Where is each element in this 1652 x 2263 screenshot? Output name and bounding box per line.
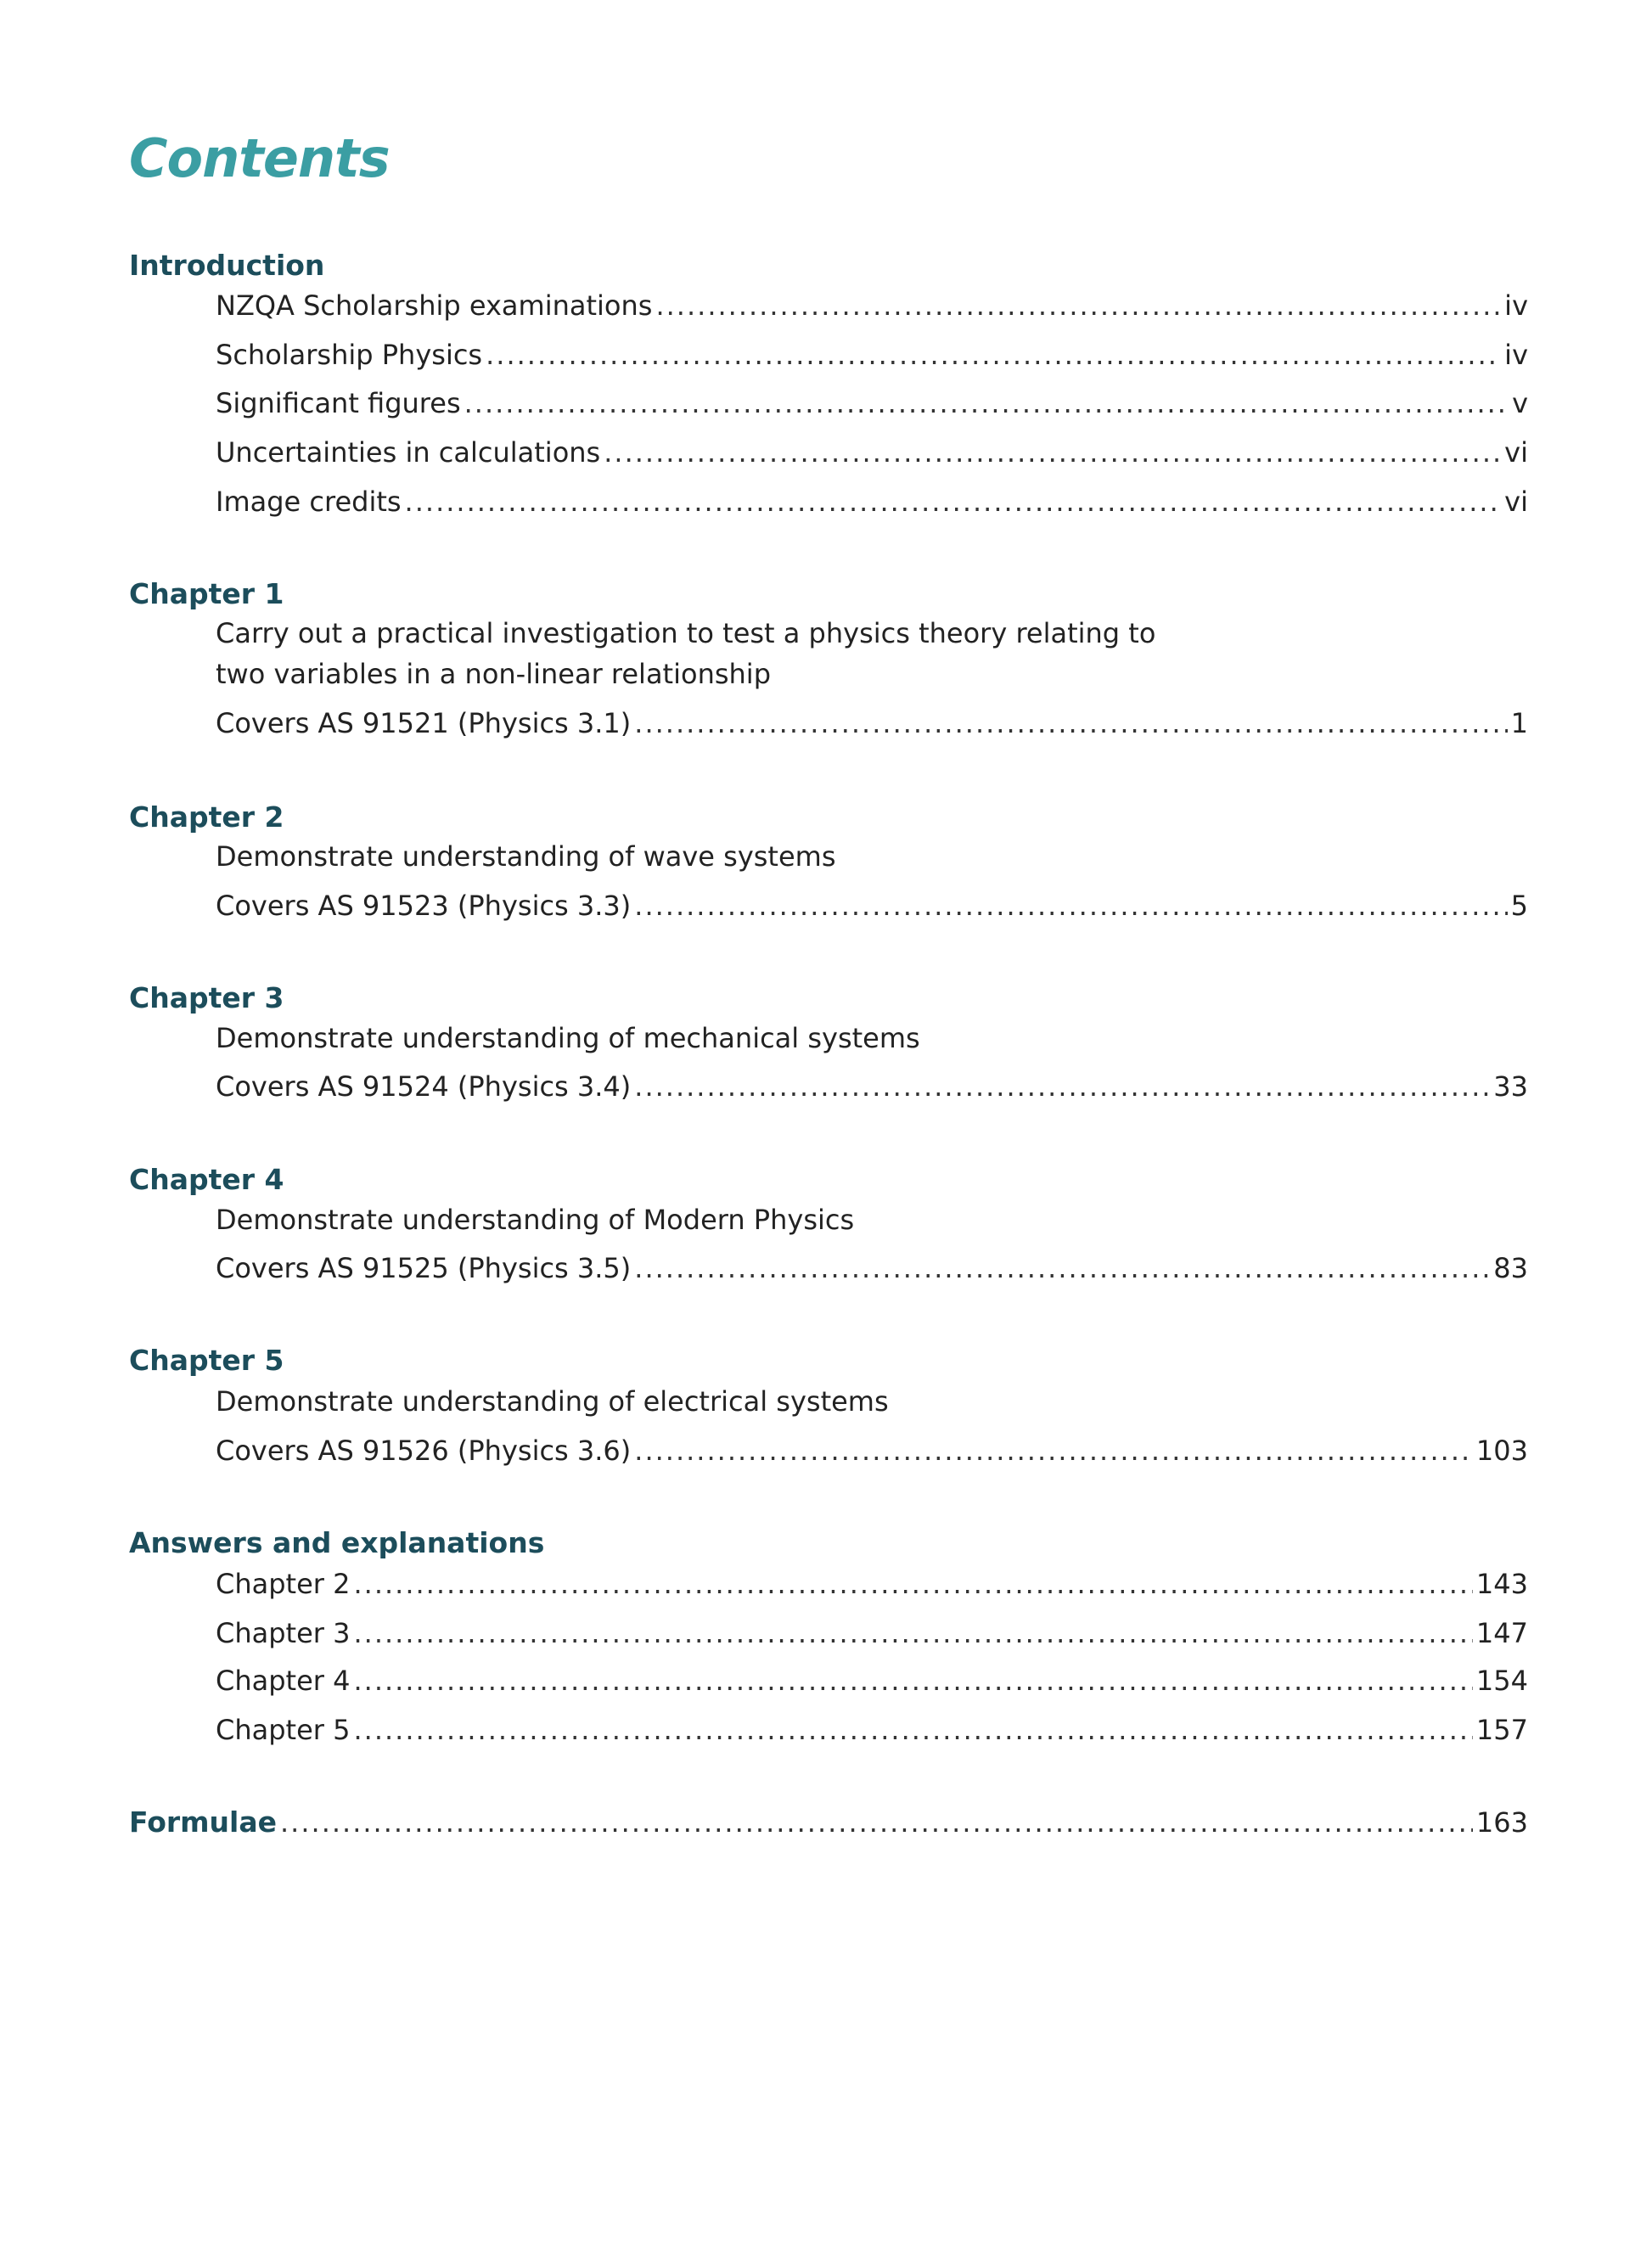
dot-leader	[353, 1616, 1472, 1650]
dot-leader	[634, 1251, 1490, 1285]
dot-leader	[634, 889, 1507, 923]
chapter-description: Demonstrate understanding of mechanical systems	[216, 1022, 920, 1054]
toc-entry-label: Chapter 4	[216, 1665, 351, 1697]
section-heading-chapter-4: Chapter 4	[129, 1163, 284, 1196]
toc-entry-page: iv	[1504, 339, 1528, 371]
toc-entry-label: Chapter 3	[216, 1617, 351, 1649]
section-heading-chapter-5: Chapter 5	[129, 1344, 284, 1377]
toc-entry[interactable]	[216, 435, 1528, 469]
toc-entry[interactable]	[216, 1070, 1528, 1103]
toc-entry-page: 103	[1475, 1435, 1528, 1467]
chapter-description: Demonstrate understanding of electrical systems	[216, 1385, 889, 1418]
toc-entry[interactable]	[216, 1616, 1528, 1650]
chapter-description: Demonstrate understanding of wave systems	[216, 840, 836, 873]
toc-entry[interactable]	[216, 1713, 1528, 1747]
chapter-description: two variables in a non-linear relationship	[216, 658, 771, 690]
section-heading-answers: Answers and explanations	[129, 1526, 545, 1559]
toc-entry[interactable]	[216, 289, 1528, 323]
dot-leader	[604, 435, 1501, 469]
toc-entry-label: Uncertainties in calculations	[216, 436, 601, 469]
section-heading-introduction: Introduction	[129, 249, 325, 282]
toc-entry-label: Formulae	[129, 1805, 277, 1839]
toc-entry[interactable]	[216, 706, 1528, 740]
dot-leader	[280, 1805, 1473, 1839]
chapter-description: Carry out a practical investigation to test a physics theory relating to	[216, 617, 1156, 649]
toc-entry[interactable]	[216, 386, 1528, 420]
toc-entry[interactable]	[216, 338, 1528, 372]
toc-entry-page: 163	[1475, 1806, 1528, 1839]
toc-entry-page: 33	[1493, 1070, 1528, 1103]
section-heading-chapter-3: Chapter 3	[129, 981, 284, 1014]
dot-leader	[486, 338, 1501, 372]
dot-leader	[464, 386, 1509, 420]
toc-entry-label: Covers AS 91525 (Physics 3.5)	[216, 1252, 632, 1284]
toc-entry-page: 1	[1510, 707, 1528, 739]
toc-entry[interactable]	[216, 1251, 1528, 1285]
toc-entry-page: 5	[1510, 890, 1528, 922]
dot-leader	[634, 1070, 1490, 1103]
dot-leader	[634, 1434, 1473, 1468]
toc-entry[interactable]	[216, 1434, 1528, 1468]
toc-entry[interactable]	[216, 889, 1528, 923]
toc-entry-label: Covers AS 91523 (Physics 3.3)	[216, 890, 632, 922]
toc-entry-page: 83	[1493, 1252, 1528, 1284]
toc-entry-page: 154	[1475, 1665, 1528, 1697]
toc-entry-page: vi	[1504, 436, 1528, 469]
dot-leader	[405, 485, 1502, 519]
section-heading-chapter-2: Chapter 2	[129, 800, 284, 834]
toc-entry-label: Significant figures	[216, 387, 461, 419]
dot-leader	[353, 1567, 1472, 1601]
section-heading-chapter-1: Chapter 1	[129, 577, 284, 610]
toc-entry-formulae[interactable]	[129, 1805, 1528, 1839]
toc-entry-page: vi	[1504, 486, 1528, 518]
toc-entry-label: Chapter 5	[216, 1714, 351, 1746]
chapter-description: Demonstrate understanding of Modern Physics	[216, 1204, 855, 1236]
toc-entry-label: Chapter 2	[216, 1568, 351, 1600]
toc-entry-label: Covers AS 91524 (Physics 3.4)	[216, 1070, 632, 1103]
toc-entry[interactable]	[216, 485, 1528, 519]
toc-entry-label: Covers AS 91526 (Physics 3.6)	[216, 1435, 632, 1467]
dot-leader	[634, 706, 1507, 740]
toc-entry-page: 147	[1475, 1617, 1528, 1649]
toc-entry-label: Image credits	[216, 486, 402, 518]
toc-entry[interactable]	[216, 1664, 1528, 1698]
toc-entry-page: 143	[1475, 1568, 1528, 1600]
page-title: Contents	[129, 127, 390, 189]
toc-entry-label: Scholarship Physics	[216, 339, 483, 371]
toc-entry-label: NZQA Scholarship examinations	[216, 289, 653, 322]
toc-entry[interactable]	[216, 1567, 1528, 1601]
toc-entry-page: 157	[1475, 1714, 1528, 1746]
toc-entry-page: iv	[1504, 289, 1528, 322]
dot-leader	[655, 289, 1501, 323]
toc-entry-page: v	[1512, 387, 1528, 419]
toc-entry-label: Covers AS 91521 (Physics 3.1)	[216, 707, 632, 739]
dot-leader	[353, 1713, 1472, 1747]
dot-leader	[353, 1664, 1472, 1698]
